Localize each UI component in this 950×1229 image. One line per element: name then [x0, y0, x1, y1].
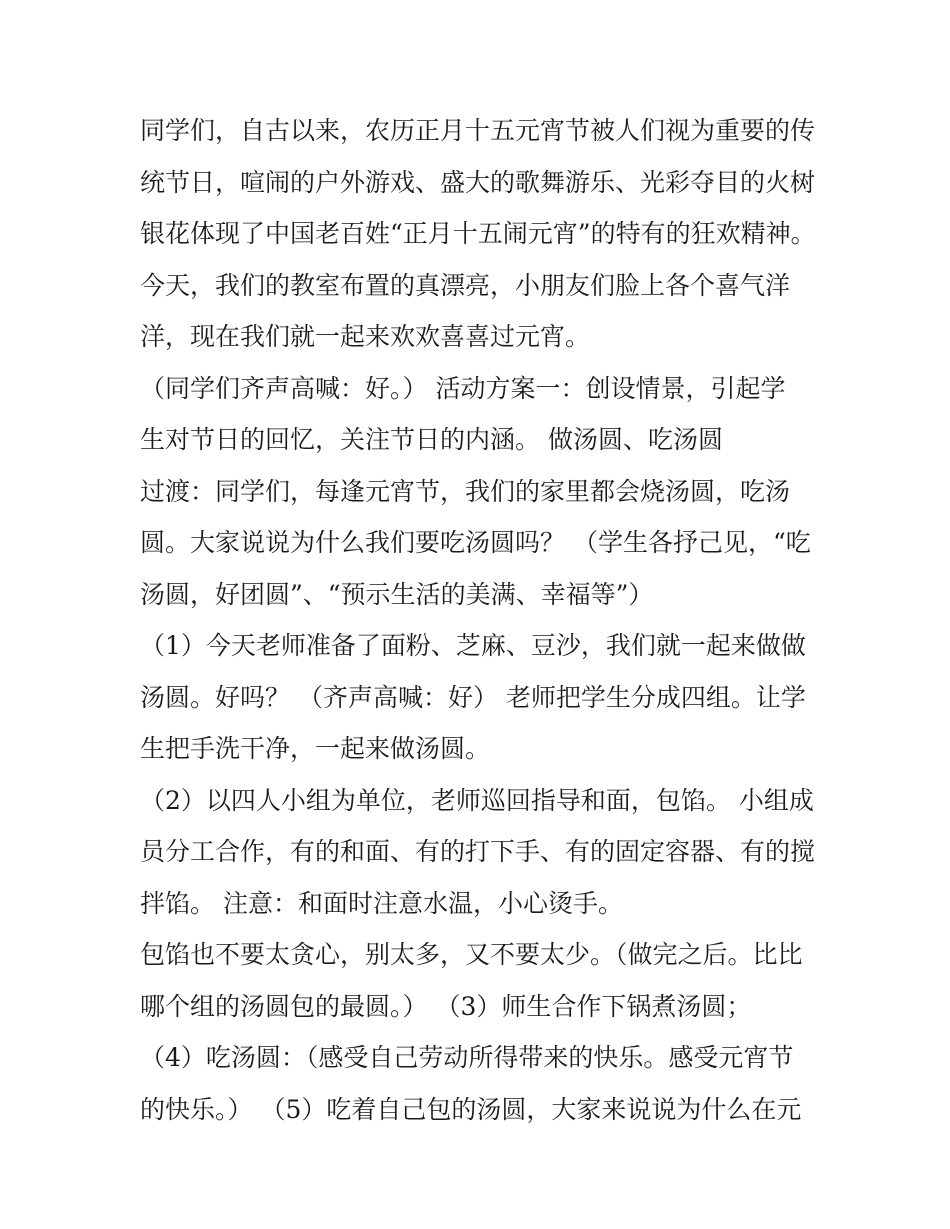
text-line: 今天，我们的教室布置的真漂亮，小朋友们脸上各个喜气洋	[140, 270, 791, 300]
text-line: 洋，现在我们就一起来欢欢喜喜过元宵。	[140, 322, 591, 351]
text-line: 统节日，喧闹的户外游戏、盛大的歌舞游乐、光彩夺目的火树	[140, 167, 816, 197]
text-line: 生对节日的回忆，关注节日的内涵。 做汤圆、吃汤圆	[140, 425, 723, 454]
text-line: 汤圆。好吗？ （齐声高喊：好） 老师把学生分成四组。让学	[140, 682, 806, 712]
text-line: 员分工合作，有的和面、有的打下手、有的固定容器、有的搅	[140, 837, 816, 866]
text-line: 的快乐。） （5）吃着自己包的汤圆，大家来说说为什么在元	[140, 1094, 802, 1124]
text-line: 过渡：同学们，每逢元宵节，我们的家里都会烧汤圆，吃汤	[140, 476, 791, 506]
text-line: 圆。大家说说为什么我们要吃汤圆吗？ （学生各抒己见，“吃	[140, 528, 811, 557]
text-line: 生把手洗干净，一起来做汤圆。	[140, 734, 491, 763]
text-line: 哪个组的汤圆包的最圆。） （3）师生合作下锅煮汤圆；	[140, 991, 752, 1021]
text-line: （同学们齐声高喊：好。） 活动方案一：创设情景，引起学	[140, 373, 786, 403]
text-line: （2）以四人小组为单位，老师巡回指导和面，包馅。 小组成	[140, 785, 814, 815]
text-line: （4）吃汤圆：（感受自己劳动所得带来的快乐。感受元宵节	[140, 1043, 794, 1072]
text-line: 汤圆，好团圆”、“预示生活的美满、幸福等”）	[140, 579, 654, 609]
text-line: （1）今天老师准备了面粉、芝麻、豆沙，我们就一起来做做	[140, 631, 806, 660]
text-line: 包馅也不要太贪心，别太多，又不要太少。（做完之后。比比	[140, 940, 803, 969]
text-line: 拌馅。 注意：和面时注意水温，小心烫手。	[140, 888, 623, 918]
text-line: 银花体现了中国老百姓“正月十五闹元宵”的特有的狂欢精神。	[140, 219, 816, 248]
document-body	[140, 105, 830, 1135]
text-line: 同学们，自古以来，农历正月十五元宵节被人们视为重要的传	[140, 116, 816, 145]
